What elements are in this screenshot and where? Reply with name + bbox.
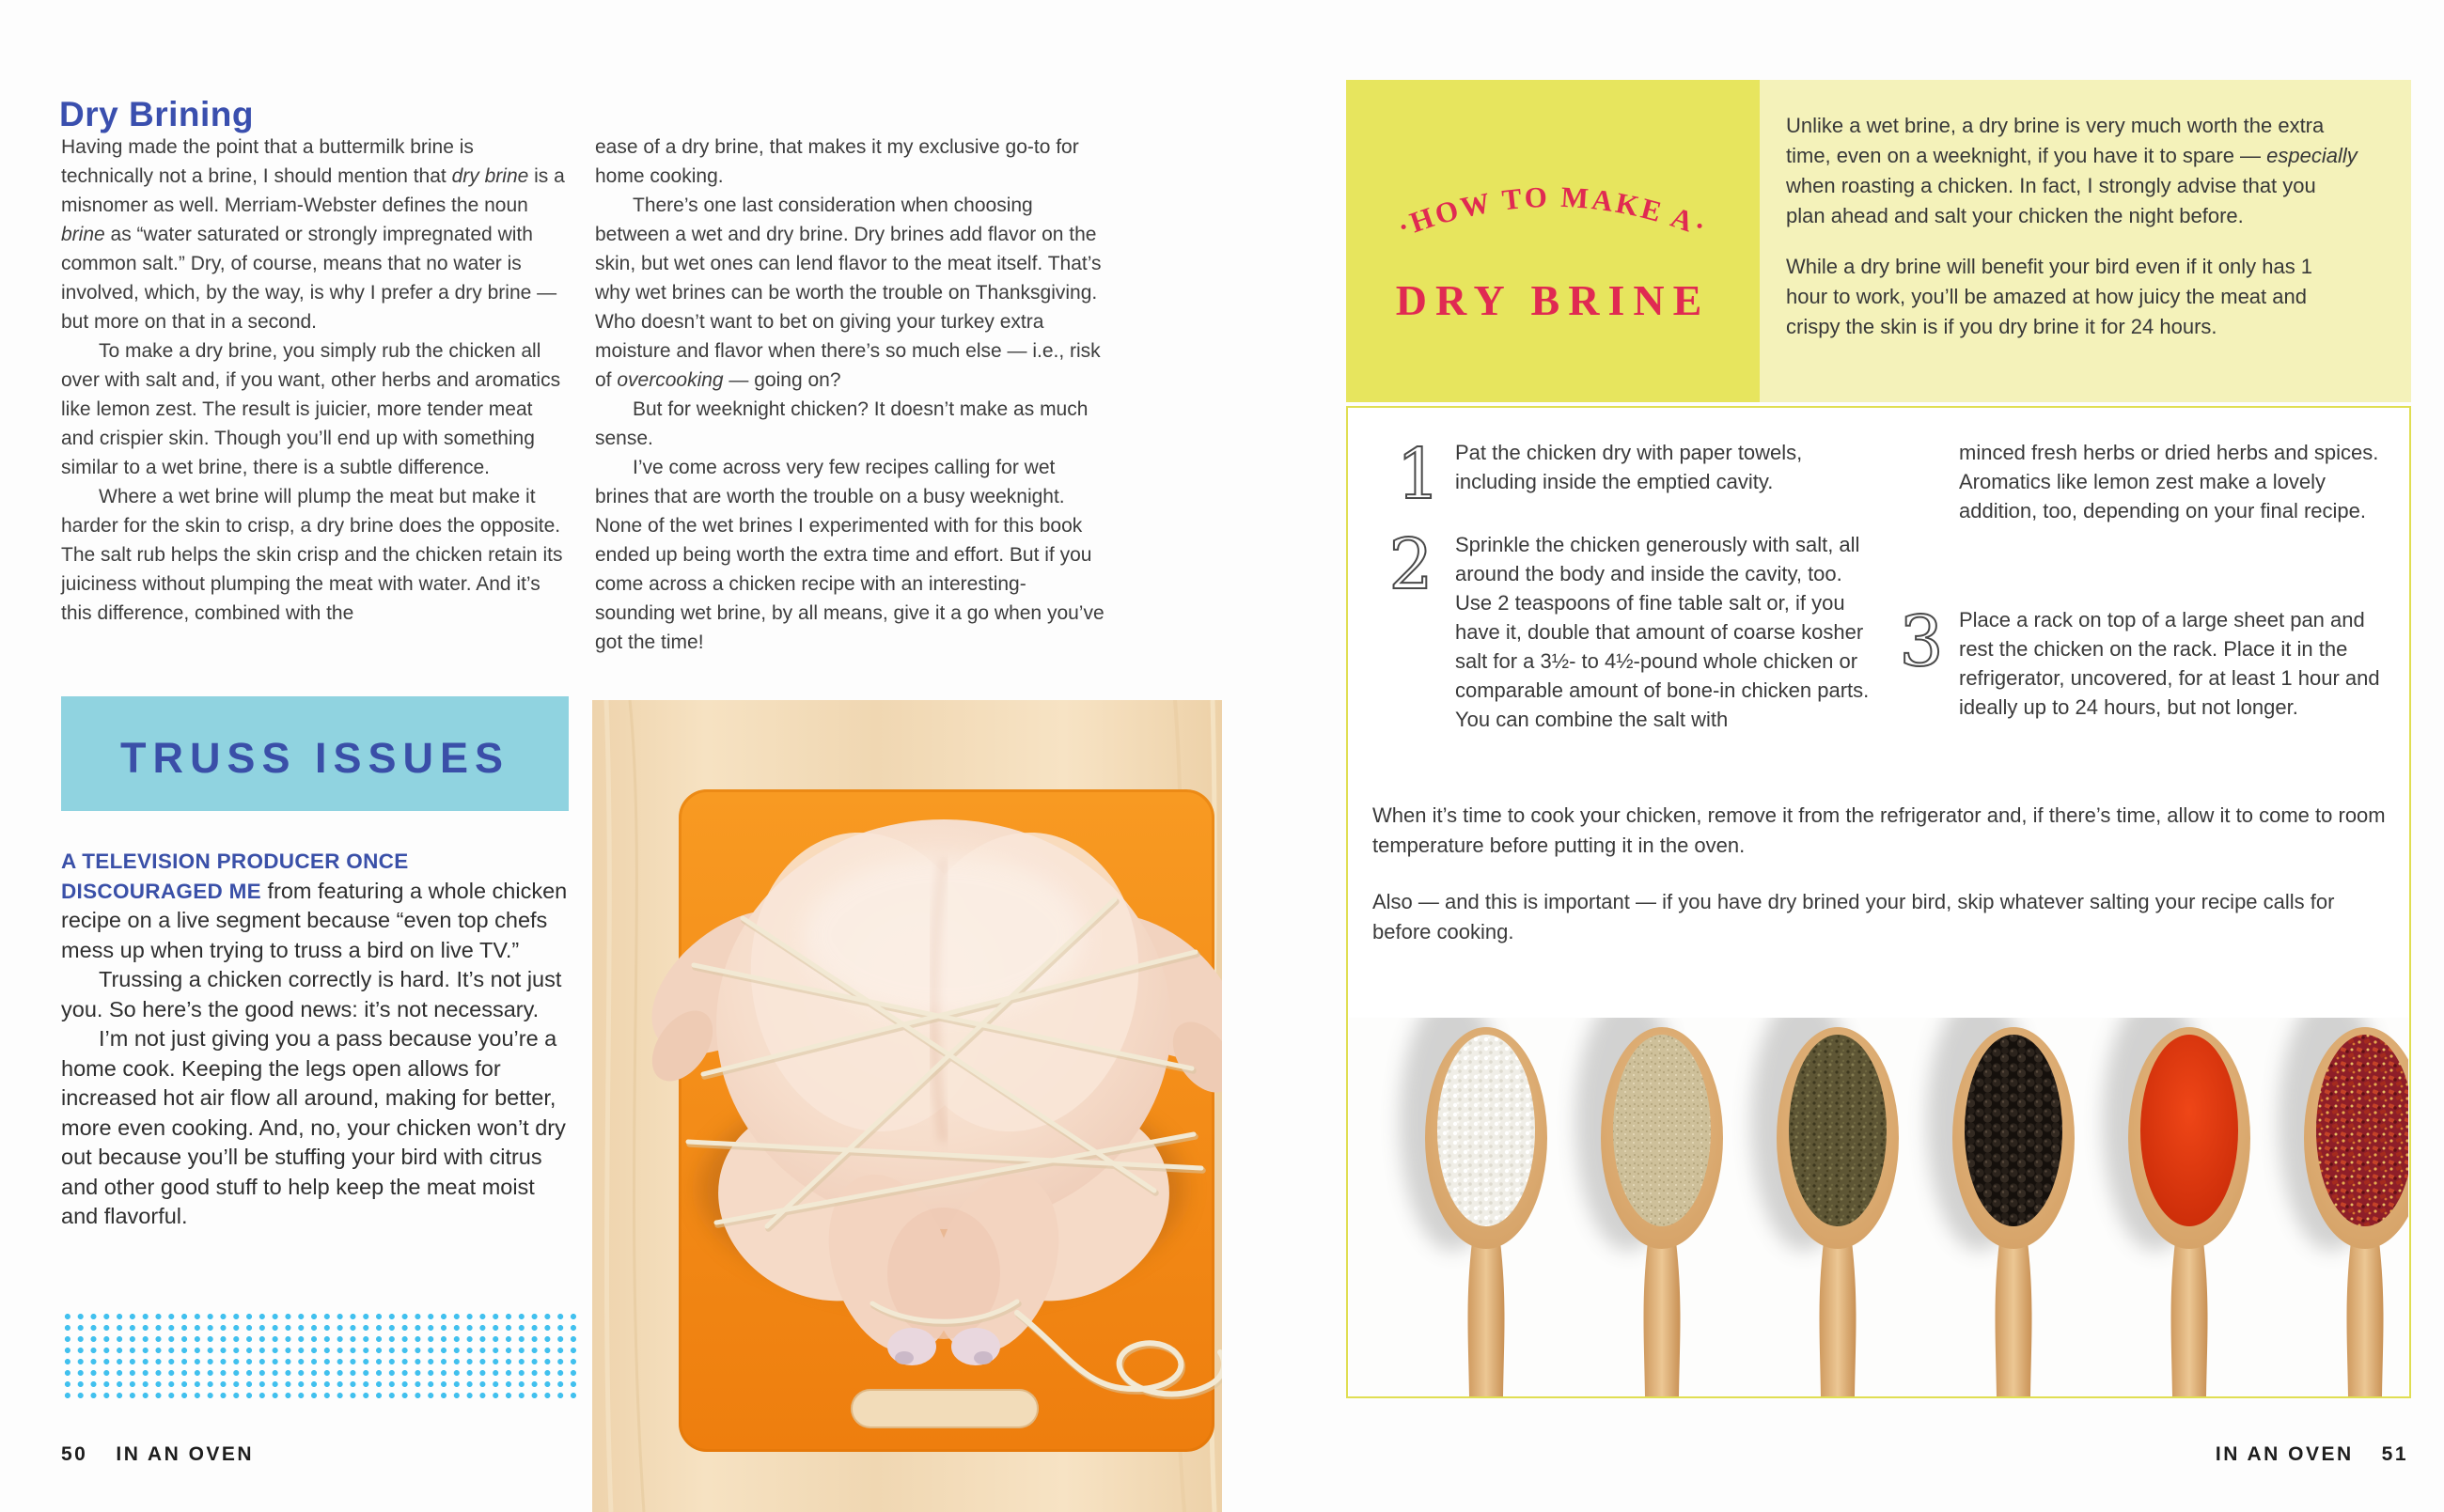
svg-text:·HOW TO MAKE A· [1393,180,1713,244]
step-number-3 [1893,594,1950,684]
trussed-chicken-photo [592,700,1222,1512]
section-title: IN AN OVEN [2215,1443,2354,1465]
text-run: Having made the point that a buttermilk brine is technically not a brine, I should mention that [61,136,474,187]
section-title: IN AN OVEN [116,1443,255,1465]
page-title: Dry Brining [59,94,254,133]
kicker-text: ·HOW TO MAKE A· [1392,179,1714,244]
step-1-text: Pat the chicken dry with paper towels, including inside the emptied cavity. [1455,441,1803,493]
intro-column-2 [595,132,1104,657]
svg-text:2: 2 [1388,524,1434,605]
svg-text:1: 1 [1396,434,1441,513]
italic-run: especially [2266,144,2358,167]
outro-paragraph-1: When it’s time to cook your chicken, remove it from the refrigerator and, if there’s time, allow it to come to room temperature before putting it in the oven. [1372,803,2386,857]
text-run: is a misnomer as well. Merriam-Webster defines the noun [61,165,565,216]
page-footer-right [1346,1443,2408,1466]
spice-spoons-photo [1349,1018,2408,1396]
step-2-text: Sprinkle the chicken generously with salt, all around the body and inside the cavity, too. Use 2 teaspoons of fine table salt or, if you have it, double that amount of coarse kosher salt for a 3½- to 4½-pound whole chicken or comparable amount of bone-in chicken parts. You can combine the salt with [1455,533,1870,731]
italic-run: brine [61,224,105,245]
text-run: — going on? [723,369,841,391]
outro-paragraph-2: Also — and this is important — if you have dry brined your bird, skip whatever salting your recipe calls for before cooking. [1372,890,2335,943]
how-to-header [1346,80,2411,402]
step-number-2 [1378,519,1444,605]
paragraph: Trussing a chicken correctly is hard. It’s not just you. So here’s the good news: it’s not necessary. [61,967,562,1021]
lead-in-text: A TELEVISION PRODUCER ONCE DISCOURAGED ME [61,850,409,903]
paragraph: I’m not just giving you a pass because you’re a home cook. Keeping the legs open allows for increased hot air flow all around, making for better, more even cooking. And, no, your chicken won’t dry out because you’ll be stuffing your bird with citrus and other good stuff to help keep the meat moist and flavorful. [61,1026,566,1228]
paragraph: ease of a dry brine, that makes it my exclusive go-to for home cooking. [595,136,1079,187]
text-run: Unlike a wet brine, a dry brine is very much worth the extra time, even on a weeknight, if you have it to spare — [1786,114,2325,167]
text-run: as “water saturated or strongly impregnated with common salt.” Dry, of course, means that no water is involved, which, by the way, is why I prefer a dry brine — but more on that in a second. [61,224,557,333]
how-to-title: DRY BRINE [1395,276,1711,324]
step-number-1 [1393,430,1444,513]
dot-pattern [60,1310,579,1401]
svg-text:3: 3 [1899,601,1944,682]
paragraph [61,132,571,336]
how-to-title-panel [1346,80,1760,402]
text-run: from featuring a whole chicken recipe on a live segment because “even top chefs mess up when trying to truss a bird on live TV.” [61,878,568,962]
page-footer-left [61,1443,254,1466]
steps-box [1346,406,2411,1398]
paragraph: But for weeknight chicken? It doesn’t make as much sense. [595,398,1089,449]
truss-issues-text [61,847,576,1232]
how-to-intro [1760,80,2411,402]
intro-column-1 [61,132,571,628]
step-3-text: Place a rack on top of a large sheet pan and rest the chicken on the rack. Place it in the refrigerator, uncovered, for at least 1 hour and ideally up to 24 hours, but not longer. [1959,608,2380,719]
paragraph: While a dry brine will benefit your bird even if it only has 1 hour to work, you’ll be amazed at how juicy the meat and crispy the skin is if you dry brine it for 24 hours. [1786,255,2313,338]
italic-run: dry brine [451,165,529,187]
step-2-continuation: minced fresh herbs or dried herbs and spices. Aromatics like lemon zest make a lovely addition, too, depending on your final recipe. [1959,441,2379,522]
paragraph: To make a dry brine, you simply rub the chicken all over with salt and, if you want, other herbs and aromatics like lemon zest. The result is juicier, more tender meat and crispier skin. Though you’ll end up with something similar to a wet brine, there is a subtle difference. [61,340,561,478]
italic-run: overcooking [617,369,724,391]
paragraph [61,847,576,965]
text-run: There’s one last consideration when choosing between a wet and dry brine. Dry brines add flavor on the skin, but wet ones can lend flavor to the meat itself. That’s why wet brines can be worth the trouble on Thanksgiving. Who doesn’t want to bet on giving your turkey extra moisture and flavor when there’s so much else — i.e., risk of [595,195,1102,391]
paragraph: I’ve come across very few recipes calling for wet brines that are worth the trouble on a busy weeknight. None of the wet brines I experimented with for this book ended up being worth the extra time and effort. But if you come across a chicken recipe with an interesting-sounding wet brine, by all means, give it a go when you’ve got the time! [595,457,1104,653]
page-number: 50 [61,1443,88,1465]
text-run: when roasting a chicken. In fact, I strongly advise that you plan ahead and salt your chicken the night before. [1786,174,2316,227]
truss-issues-box [61,696,569,811]
page-number: 51 [2381,1443,2408,1465]
how-to-title-art [1346,80,1760,402]
paragraph [595,191,1104,395]
board-handle-cutout [851,1389,1039,1428]
truss-issues-title: TRUSS ISSUES [119,734,510,782]
paragraph [1786,111,2359,231]
paragraph: Where a wet brine will plump the meat but make it harder for the skin to crisp, a dry brine does the opposite. The salt rub helps the skin crisp and the chicken retain its juiciness without plumping the meat with water. And it’s this difference, combined with the [61,486,563,624]
